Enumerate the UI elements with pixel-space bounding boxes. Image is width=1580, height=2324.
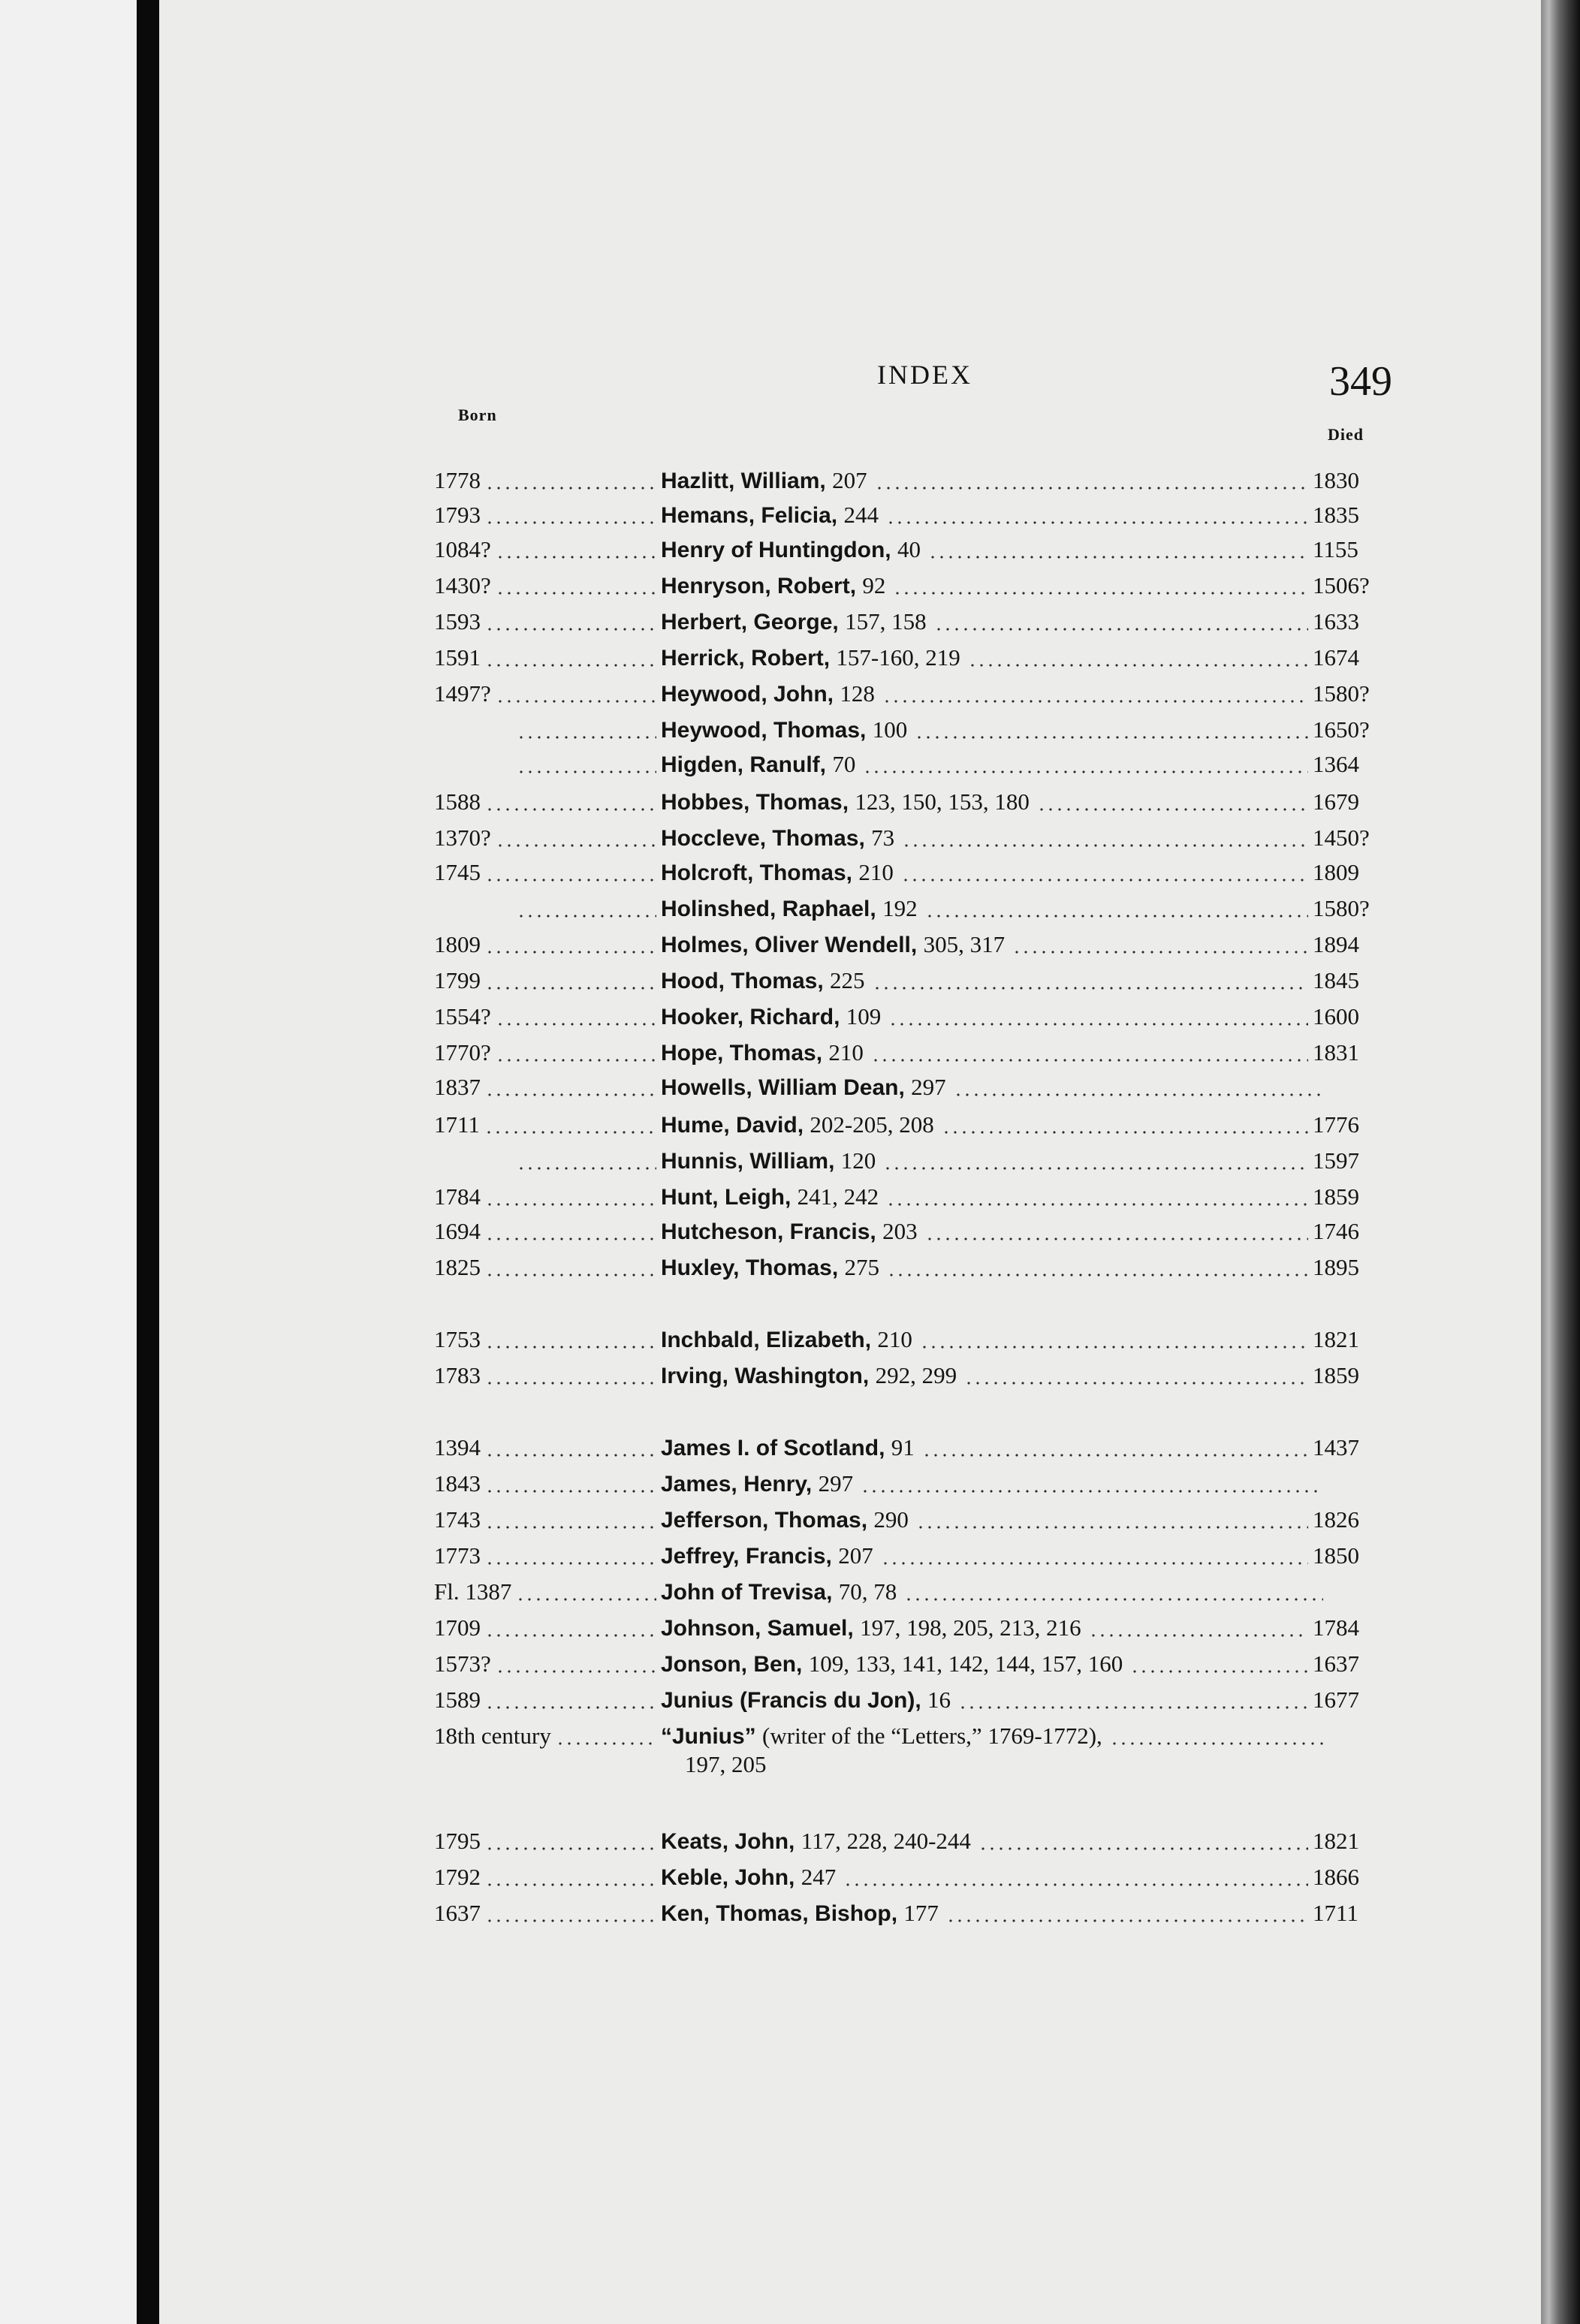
author-name: Heywood, John, xyxy=(661,682,834,707)
index-entry xyxy=(159,1463,1541,1500)
born-year: 1694 xyxy=(434,1218,481,1244)
page-references: 297 xyxy=(911,1074,946,1100)
page-references: 202-205, 208 xyxy=(810,1111,934,1138)
leader-dots xyxy=(485,951,656,954)
index-entry xyxy=(159,1355,1541,1392)
leader-dots xyxy=(1089,1634,1308,1637)
died-year: 1679 xyxy=(1313,788,1359,815)
author-entry xyxy=(661,1506,909,1533)
author-name: Jonson, Ben, xyxy=(661,1652,803,1677)
page-references: 305, 317 xyxy=(923,931,1006,957)
page-references: 120 xyxy=(840,1147,876,1174)
author-entry xyxy=(661,1039,864,1066)
author-entry xyxy=(661,1434,915,1461)
died-year: 1784 xyxy=(1313,1614,1359,1641)
died-year: 1155 xyxy=(1313,536,1358,562)
author-entry xyxy=(661,1723,1102,1750)
born-year: 1394 xyxy=(434,1434,481,1460)
index-entry xyxy=(159,781,1541,818)
author-entry xyxy=(661,680,875,707)
born-column-header: Born xyxy=(458,405,497,424)
page-references: 244 xyxy=(843,502,879,528)
leader-dots xyxy=(886,1203,1308,1206)
born-year: 1084? xyxy=(434,536,491,562)
leader-dots xyxy=(485,1274,656,1277)
leader-dots xyxy=(485,808,656,811)
page-references: 157-160, 219 xyxy=(836,644,960,671)
leader-dots xyxy=(922,1454,1308,1457)
born-year: 1589 xyxy=(434,1686,481,1713)
leader-dots xyxy=(843,1883,1308,1886)
author-entry xyxy=(661,1614,1081,1641)
leader-dots xyxy=(496,1059,656,1062)
author-name: Hood, Thomas, xyxy=(661,969,824,993)
leader-dots xyxy=(517,1167,656,1170)
leader-dots xyxy=(888,1023,1308,1026)
book-spine xyxy=(137,0,159,2324)
leader-dots xyxy=(485,1847,656,1850)
author-entry xyxy=(661,1470,853,1497)
born-year: Fl. 1387 xyxy=(434,1578,512,1605)
author-name: Hemans, Felicia, xyxy=(661,503,838,528)
page-references: 197, 205 xyxy=(685,1751,767,1777)
leader-dots xyxy=(485,987,656,990)
author-name: Heywood, Thomas, xyxy=(661,718,867,743)
born-year: 1743 xyxy=(434,1506,481,1533)
index-entry xyxy=(159,1499,1541,1536)
leader-dots xyxy=(485,1382,656,1385)
leader-dots xyxy=(485,664,656,667)
index-entry xyxy=(159,1715,1541,1753)
author-entry xyxy=(661,608,927,635)
born-year: 1497? xyxy=(434,680,491,707)
author-name: Keble, John, xyxy=(661,1865,795,1890)
leader-dots xyxy=(485,1237,656,1240)
page-references: 207 xyxy=(838,1542,873,1569)
born-year: 1430? xyxy=(434,572,491,598)
leader-dots xyxy=(556,1742,656,1745)
author-name: Hunt, Leigh, xyxy=(661,1185,792,1210)
born-year: 1783 xyxy=(434,1362,481,1388)
leader-dots xyxy=(964,1382,1308,1385)
born-year: 1593 xyxy=(434,608,481,635)
index-entry xyxy=(159,1246,1541,1284)
index-entry xyxy=(159,529,1541,566)
leader-dots xyxy=(881,1562,1308,1565)
index-entry xyxy=(159,996,1541,1033)
leader-dots xyxy=(485,1706,656,1709)
index-entry xyxy=(159,1032,1541,1069)
page-references: 292, 299 xyxy=(875,1362,957,1388)
index-entry xyxy=(159,460,1541,497)
leader-dots xyxy=(954,1093,1323,1096)
leader-dots xyxy=(496,1670,656,1673)
died-year: 1637 xyxy=(1313,1650,1359,1677)
leader-dots xyxy=(875,487,1308,490)
author-name: Howells, William Dean, xyxy=(661,1075,905,1100)
leader-dots xyxy=(863,770,1308,773)
index-entry xyxy=(159,817,1541,855)
author-name: Holmes, Oliver Wendell, xyxy=(661,933,918,957)
page-references: 40 xyxy=(897,536,921,562)
page-references: 91 xyxy=(891,1434,915,1460)
born-year: 1753 xyxy=(434,1326,481,1352)
author-name: Hunnis, William, xyxy=(661,1149,835,1174)
author-entry xyxy=(661,1183,879,1210)
leader-dots xyxy=(485,1454,656,1457)
page-references: 177 xyxy=(903,1900,939,1926)
died-year: 1580? xyxy=(1313,680,1370,707)
author-entry xyxy=(661,1111,934,1138)
page-references: 109 xyxy=(846,1003,882,1029)
leader-dots xyxy=(915,736,1308,739)
page-references: 109, 133, 141, 142, 144, 157, 160 xyxy=(808,1650,1123,1677)
leader-dots xyxy=(893,592,1308,595)
leader-dots xyxy=(978,1847,1308,1850)
leader-dots xyxy=(861,1490,1323,1493)
born-year: 1843 xyxy=(434,1470,481,1497)
died-year: 1845 xyxy=(1313,967,1359,993)
leader-dots xyxy=(928,556,1308,559)
leader-dots xyxy=(925,1237,1308,1240)
author-name: Henry of Huntingdon, xyxy=(661,538,891,562)
index-entry xyxy=(159,1643,1541,1680)
author-entry xyxy=(661,931,1005,958)
died-year: 1437 xyxy=(1313,1434,1359,1460)
leader-dots xyxy=(934,628,1308,631)
born-year: 1778 xyxy=(434,467,481,493)
author-entry xyxy=(661,1362,957,1389)
index-entry xyxy=(159,743,1541,781)
author-name: Hoccleve, Thomas, xyxy=(661,826,865,851)
author-name: Hazlitt, William, xyxy=(661,469,826,493)
leader-dots xyxy=(485,628,656,631)
died-year: 1580? xyxy=(1313,895,1370,921)
leader-dots xyxy=(1130,1670,1308,1673)
page-references: 117, 228, 240-244 xyxy=(801,1828,971,1854)
died-year: 1776 xyxy=(1313,1111,1359,1138)
author-entry xyxy=(661,572,885,599)
leader-dots xyxy=(968,664,1308,667)
leader-dots xyxy=(496,844,656,847)
leader-dots xyxy=(958,1706,1308,1709)
born-year: 1825 xyxy=(434,1254,481,1280)
leader-dots xyxy=(887,1274,1308,1277)
author-name: Ken, Thomas, Bishop, xyxy=(661,1901,898,1926)
died-year: 1835 xyxy=(1313,502,1359,528)
died-year: 1633 xyxy=(1313,608,1359,635)
leader-dots xyxy=(485,879,656,882)
page-references: 275 xyxy=(844,1254,880,1280)
leader-dots xyxy=(496,1023,656,1026)
leader-dots xyxy=(1037,808,1308,811)
leader-dots xyxy=(902,844,1308,847)
born-year: 1809 xyxy=(434,931,481,957)
born-year: 1792 xyxy=(434,1864,481,1890)
author-name: Hume, David, xyxy=(661,1113,804,1138)
author-name: Holinshed, Raphael, xyxy=(661,897,876,921)
page-references: 203 xyxy=(882,1218,918,1244)
page-references: 241, 242 xyxy=(797,1183,879,1210)
page-references: (writer of the “Letters,” 1769-1772), xyxy=(762,1723,1102,1749)
born-year: 1784 xyxy=(434,1183,481,1210)
author-name: Higden, Ranulf, xyxy=(661,752,826,777)
author-entry xyxy=(661,1074,946,1101)
page-references: 128 xyxy=(840,680,875,707)
page-references: 197, 198, 205, 213, 216 xyxy=(860,1614,1081,1641)
died-column-header: Died xyxy=(1328,425,1364,444)
page-number: 349 xyxy=(1329,358,1392,405)
author-entry xyxy=(661,1578,897,1605)
page-references: 100 xyxy=(872,716,908,743)
author-entry xyxy=(661,788,1030,815)
page-references: 92 xyxy=(862,572,886,598)
page-references: 157, 158 xyxy=(845,608,927,635)
leader-dots xyxy=(485,1883,656,1886)
author-name: Hooker, Richard, xyxy=(661,1005,840,1029)
died-year: 1866 xyxy=(1313,1864,1359,1890)
leader-dots xyxy=(946,1919,1308,1922)
born-year: 1837 xyxy=(434,1074,481,1100)
leader-dots xyxy=(485,1093,656,1096)
author-name: Jefferson, Thomas, xyxy=(661,1508,868,1533)
born-year: 1770? xyxy=(434,1039,491,1066)
author-name: Johnson, Samuel, xyxy=(661,1616,854,1641)
page-references: 210 xyxy=(828,1039,864,1066)
died-year: 1831 xyxy=(1313,1039,1359,1066)
died-year: 1859 xyxy=(1313,1183,1359,1210)
author-name: Inchbald, Elizabeth, xyxy=(661,1328,872,1352)
index-entry xyxy=(159,1066,1541,1104)
index-entry xyxy=(159,1427,1541,1464)
born-year: 1573? xyxy=(434,1650,491,1677)
leader-dots xyxy=(1110,1742,1323,1745)
leader-dots xyxy=(920,1346,1308,1349)
born-year: 1793 xyxy=(434,502,481,528)
died-year: 1650? xyxy=(1313,716,1370,743)
page-references: 210 xyxy=(858,859,894,885)
leader-dots xyxy=(517,736,656,739)
author-entry xyxy=(661,859,894,886)
index-entry xyxy=(159,1535,1541,1572)
leader-dots xyxy=(873,987,1308,990)
leader-dots xyxy=(485,1919,656,1922)
leader-dots xyxy=(883,1167,1308,1170)
died-year: 1450? xyxy=(1313,824,1370,851)
leader-dots xyxy=(485,1346,656,1349)
author-entry xyxy=(661,895,918,922)
index-entry xyxy=(159,1176,1541,1213)
died-year: 1746 xyxy=(1313,1218,1359,1244)
died-year: 1711 xyxy=(1313,1900,1358,1926)
leader-dots xyxy=(496,700,656,703)
leader-dots xyxy=(485,1562,656,1565)
index-entry xyxy=(159,960,1541,997)
leader-dots xyxy=(901,879,1308,882)
page-references: 123, 150, 153, 180 xyxy=(855,788,1030,815)
born-year: 1554? xyxy=(434,1003,491,1029)
leader-dots xyxy=(925,915,1308,918)
index-page xyxy=(159,0,1541,2324)
index-entry xyxy=(159,1856,1541,1894)
author-entry xyxy=(661,1828,971,1855)
died-year: 1364 xyxy=(1313,751,1359,777)
author-name: Irving, Washington, xyxy=(661,1364,870,1388)
page-references: 207 xyxy=(832,467,867,493)
index-entry xyxy=(159,565,1541,602)
author-entry xyxy=(661,467,867,494)
leader-dots xyxy=(496,556,656,559)
born-year: 1591 xyxy=(434,644,481,671)
author-entry xyxy=(661,1218,918,1245)
author-name: Herbert, George, xyxy=(661,610,839,635)
page-references: 192 xyxy=(882,895,918,921)
author-name: Hutcheson, Francis, xyxy=(661,1219,876,1244)
author-name: Henryson, Robert, xyxy=(661,574,857,598)
author-name: James I. of Scotland, xyxy=(661,1436,885,1460)
leader-dots xyxy=(484,1131,656,1134)
author-name: Keats, John, xyxy=(661,1829,795,1854)
index-entry xyxy=(159,637,1541,674)
index-entry xyxy=(159,673,1541,710)
index-entries xyxy=(159,0,1541,2324)
page-right-edge xyxy=(1541,0,1580,2324)
author-name: James, Henry, xyxy=(661,1472,813,1497)
leader-dots xyxy=(485,487,656,490)
page-references: 70 xyxy=(832,751,856,777)
author-entry xyxy=(661,1864,836,1891)
author-name: Herrick, Robert, xyxy=(661,646,831,671)
born-year: 1711 xyxy=(434,1111,480,1138)
died-year: 1506? xyxy=(1313,572,1370,598)
index-entry xyxy=(159,494,1541,532)
author-name: Huxley, Thomas, xyxy=(661,1255,839,1280)
author-name: Holcroft, Thomas, xyxy=(661,861,853,885)
author-entry xyxy=(661,1254,879,1281)
leader-dots xyxy=(485,1634,656,1637)
author-name: John of Trevisa, xyxy=(661,1580,833,1605)
author-name: Jeffrey, Francis, xyxy=(661,1544,832,1569)
died-year: 1821 xyxy=(1313,1326,1359,1352)
page-references: 73 xyxy=(871,824,895,851)
born-year: 1773 xyxy=(434,1542,481,1569)
leader-dots xyxy=(886,521,1308,524)
born-year: 1795 xyxy=(434,1828,481,1854)
index-entry xyxy=(159,1140,1541,1177)
page-references: 16 xyxy=(927,1686,951,1713)
died-year: 1850 xyxy=(1313,1542,1359,1569)
index-entry xyxy=(159,888,1541,925)
leader-dots xyxy=(517,770,656,773)
leader-dots xyxy=(871,1059,1308,1062)
author-name: “Junius” xyxy=(661,1724,756,1749)
died-year: 1600 xyxy=(1313,1003,1359,1029)
author-name: Junius (Francis du Jon), xyxy=(661,1688,921,1713)
page-title: INDEX xyxy=(877,360,972,390)
died-year: 1674 xyxy=(1313,644,1359,671)
author-entry xyxy=(661,1326,912,1353)
born-year: 18th century xyxy=(434,1723,551,1749)
author-entry xyxy=(661,751,855,778)
author-entry xyxy=(661,536,921,563)
died-year: 1809 xyxy=(1313,859,1359,885)
page-references: 225 xyxy=(830,967,865,993)
died-year: 1830 xyxy=(1313,467,1359,493)
index-entry xyxy=(159,601,1541,638)
author-entry xyxy=(661,1147,876,1174)
author-name: Hobbes, Thomas, xyxy=(661,790,849,815)
born-year: 1799 xyxy=(434,967,481,993)
author-entry xyxy=(661,502,879,529)
page-references: 247 xyxy=(801,1864,837,1890)
died-year: 1677 xyxy=(1313,1686,1359,1713)
facing-page-edge xyxy=(0,0,137,2324)
index-entry xyxy=(159,1820,1541,1858)
page-references: 297 xyxy=(818,1470,854,1497)
author-entry xyxy=(661,1650,1123,1677)
died-year: 1821 xyxy=(1313,1828,1359,1854)
died-year: 1597 xyxy=(1313,1147,1359,1174)
leader-dots xyxy=(882,700,1308,703)
died-year: 1895 xyxy=(1313,1254,1359,1280)
page-references: 70, 78 xyxy=(838,1578,897,1605)
author-entry xyxy=(661,1542,873,1569)
index-entry xyxy=(159,1319,1541,1356)
died-year: 1859 xyxy=(1313,1362,1359,1388)
author-entry xyxy=(661,1686,951,1714)
leader-dots xyxy=(485,1203,656,1206)
leader-dots xyxy=(942,1131,1308,1134)
leader-dots xyxy=(496,592,656,595)
leader-dots xyxy=(916,1526,1308,1529)
author-entry xyxy=(661,1003,881,1030)
leader-dots xyxy=(485,521,656,524)
page-references: 290 xyxy=(873,1506,909,1533)
index-entry xyxy=(159,1210,1541,1248)
author-entry xyxy=(661,1900,939,1927)
leader-dots xyxy=(517,915,656,918)
author-entry xyxy=(661,716,907,743)
continuation-line xyxy=(685,1751,767,1778)
born-year: 1709 xyxy=(434,1614,481,1641)
index-entry xyxy=(159,924,1541,961)
born-year: 1637 xyxy=(434,1900,481,1926)
born-year: 1588 xyxy=(434,788,481,815)
author-entry xyxy=(661,967,865,994)
index-entry xyxy=(159,852,1541,889)
leader-dots xyxy=(516,1598,656,1601)
index-entry xyxy=(159,1892,1541,1930)
leader-dots xyxy=(485,1490,656,1493)
author-name: Hope, Thomas, xyxy=(661,1041,823,1066)
index-entry xyxy=(159,1607,1541,1644)
born-year: 1745 xyxy=(434,859,481,885)
died-year: 1894 xyxy=(1313,931,1359,957)
born-year: 1370? xyxy=(434,824,491,851)
index-entry xyxy=(159,1571,1541,1608)
leader-dots xyxy=(904,1598,1323,1601)
leader-dots xyxy=(485,1526,656,1529)
page-references: 210 xyxy=(877,1326,912,1352)
leader-dots xyxy=(1012,951,1308,954)
author-entry xyxy=(661,824,894,852)
died-year: 1826 xyxy=(1313,1506,1359,1533)
index-entry xyxy=(159,1679,1541,1717)
author-entry xyxy=(661,644,960,671)
index-entry xyxy=(159,709,1541,746)
index-entry xyxy=(159,1104,1541,1141)
